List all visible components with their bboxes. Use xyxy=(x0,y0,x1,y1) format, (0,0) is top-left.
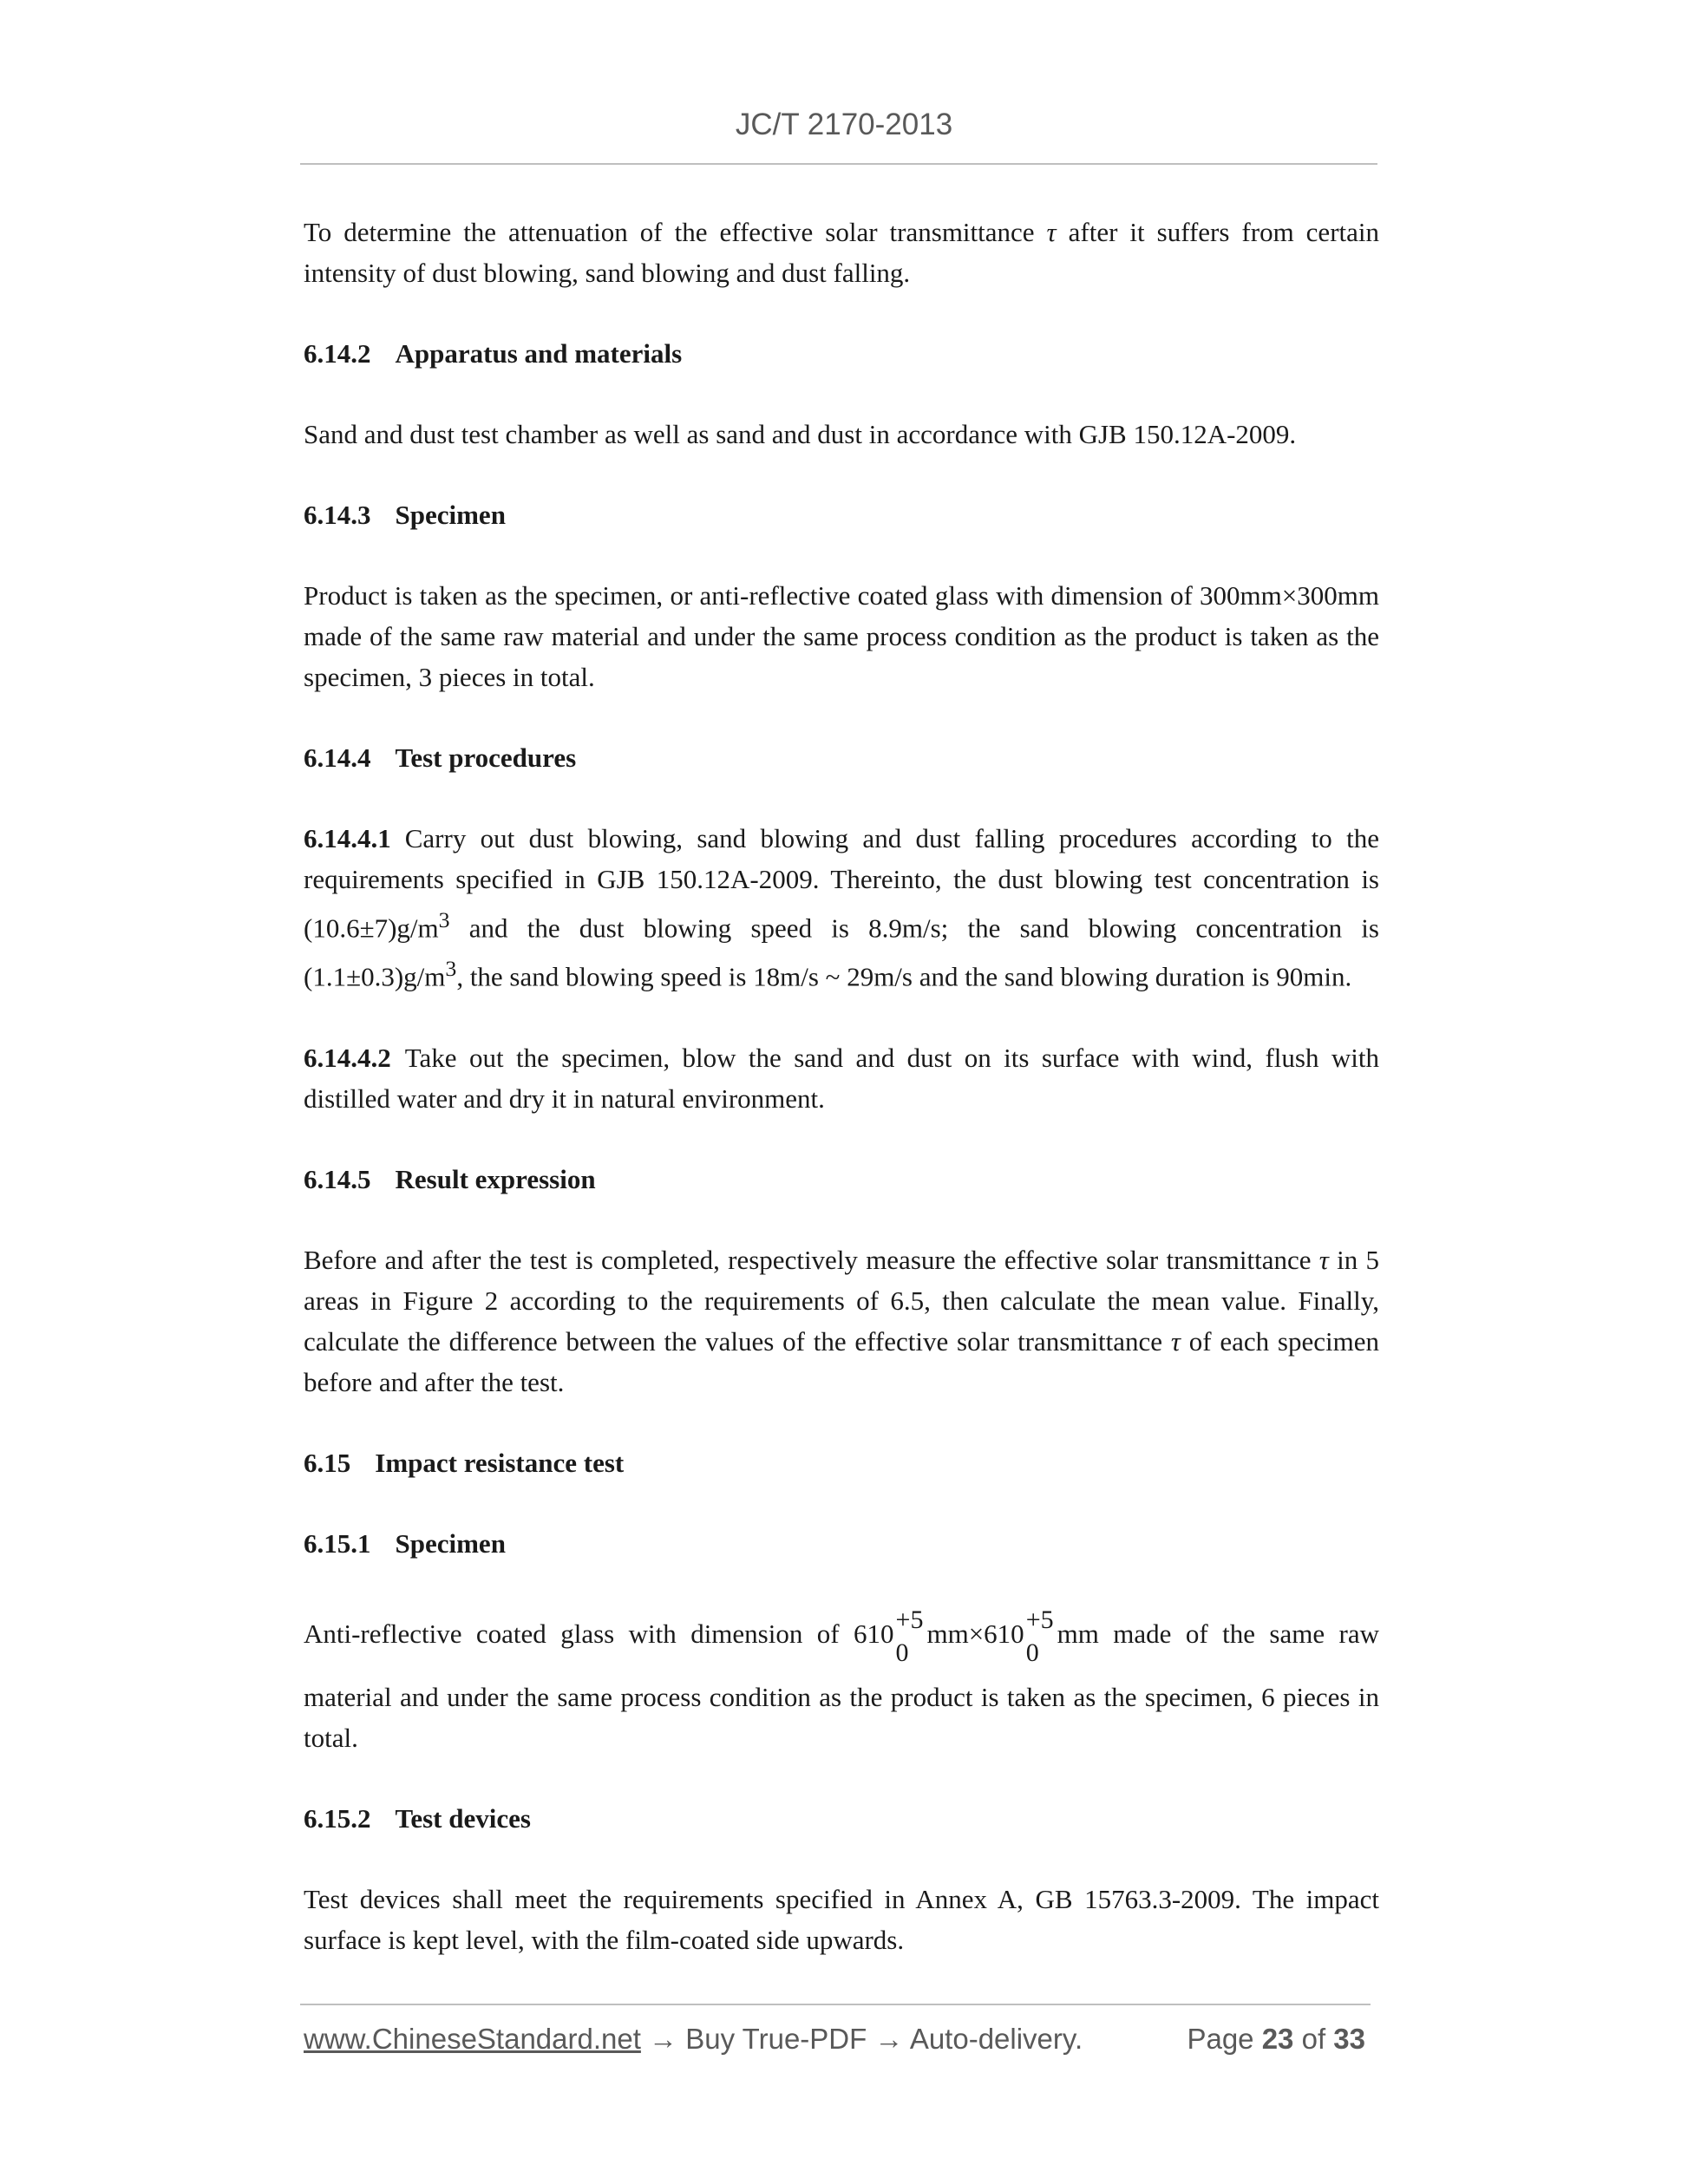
section-number: 6.15.1 xyxy=(304,1527,371,1559)
section-number: 6.14.2 xyxy=(304,338,371,369)
footer xyxy=(304,2023,1379,2066)
section-6-15-2-heading xyxy=(304,1798,1379,1839)
header-doc-id: JC/T 2170-2013 xyxy=(735,108,953,141)
section-number: 6.14.4 xyxy=(304,742,371,773)
page-indicator xyxy=(1187,2023,1365,2056)
superscript: 3 xyxy=(438,907,450,932)
footer-left xyxy=(304,2023,1083,2056)
intro-paragraph xyxy=(304,212,1379,293)
section-6-14-5-heading xyxy=(304,1159,1379,1200)
clause-text-2: and the dust blowing speed is 8.9m/s; the sand blowing concentration is (1.1±0.3)g/m xyxy=(304,912,1379,992)
section-title: Test procedures xyxy=(395,742,577,773)
section-6-14-4-2-text xyxy=(304,1037,1379,1119)
result-text-1: Before and after the test is completed, respectively measure the effective solar transmittance xyxy=(304,1244,1319,1275)
section-title: Specimen xyxy=(395,1527,506,1559)
tolerance-1 xyxy=(896,1604,924,1670)
section-6-15-1-text-line1 xyxy=(304,1604,1379,1670)
section-number: 6.14.3 xyxy=(304,500,371,530)
section-6-15-2-text: Test devices shall meet the requirements specified in Annex A, GB 15763.3-2009. The impact surface is kept level, with the film-coated side upwards. xyxy=(304,1883,1379,1955)
section-number: 6.15.2 xyxy=(304,1802,371,1834)
clause-text-3: , the sand blowing speed is 18m/s ~ 29m/s and the sand blowing duration is 90min. xyxy=(456,961,1352,992)
section-title: Specimen xyxy=(395,500,506,530)
tolerance-upper: +5 xyxy=(895,1605,924,1634)
section-6-14-5-text xyxy=(304,1239,1379,1403)
current-page: 23 xyxy=(1261,2023,1294,2055)
tolerance-lower: 0 xyxy=(1025,1638,1039,1667)
footer-divider xyxy=(300,2004,1371,2005)
section-title: Impact resistance test xyxy=(375,1447,625,1478)
tau-symbol: τ xyxy=(1046,217,1057,247)
clause-number: 6.14.4.1 xyxy=(304,823,391,853)
section-6-15-1-heading xyxy=(304,1523,1379,1564)
superscript: 3 xyxy=(445,956,457,982)
site-link[interactable]: www.ChineseStandard.net xyxy=(304,2023,641,2055)
intro-text-1: To determine the attenuation of the effective solar transmittance xyxy=(304,217,1047,247)
section-6-14-3-heading xyxy=(304,494,1379,535)
section-title: Apparatus and materials xyxy=(395,338,683,369)
section-6-14-4-1-text xyxy=(304,818,1379,997)
section-6-15-1-text-line2: material and under the same process condition as the product is taken as the specimen, 6 pieces in total. xyxy=(304,1681,1379,1753)
section-6-14-3-text: Product is taken as the specimen, or anti-reflective coated glass with dimension of 300mm×300mm made of the same raw material and under the same process condition as the product is taken as the specimen, 3 pieces in total. xyxy=(304,580,1379,692)
clause-text: Take out the specimen, blow the sand and dust on its surface with wind, flush with distilled water and dry it in natural environment. xyxy=(304,1042,1379,1114)
specimen-text-2: mm×610 xyxy=(926,1618,1024,1649)
tau-symbol: τ xyxy=(1170,1325,1181,1357)
clause-number: 6.14.4.2 xyxy=(304,1042,391,1073)
section-6-14-4-heading xyxy=(304,737,1379,778)
section-number: 6.15 xyxy=(304,1447,351,1478)
total-pages: 33 xyxy=(1333,2023,1365,2055)
specimen-text-3: mm made of the same raw xyxy=(1057,1618,1379,1649)
section-title: Result expression xyxy=(395,1163,596,1194)
of-label: of xyxy=(1293,2023,1334,2055)
section-6-15-heading xyxy=(304,1442,1379,1483)
footer-buy-text: → Buy True-PDF → Auto-delivery. xyxy=(640,2023,1083,2055)
result-text-2: in 5 areas in Figure 2 according to the requirements of 6.5, then calculate the mean value. Finally, calculate the difference between the values of the effective solar transmittance xyxy=(304,1244,1379,1357)
tolerance-upper: +5 xyxy=(1025,1605,1054,1634)
header-divider xyxy=(300,163,1377,165)
tolerance-2 xyxy=(1026,1604,1054,1670)
section-6-14-2-heading xyxy=(304,333,1379,374)
specimen-text-1: Anti-reflective coated glass with dimension of 610 xyxy=(304,1618,894,1649)
intro-text-2: after it suffers from certain intensity of dust blowing, sand blowing and dust falling. xyxy=(304,217,1380,288)
result-text-3: of each specimen before and after the test. xyxy=(304,1325,1379,1397)
tau-symbol: τ xyxy=(1318,1244,1329,1275)
section-6-14-2-text: Sand and dust test chamber as well as sand and dust in accordance with GJB 150.12A-2009. xyxy=(304,419,1297,449)
section-number: 6.14.5 xyxy=(304,1163,371,1194)
section-title: Test devices xyxy=(395,1802,531,1834)
document-body xyxy=(304,212,1379,2000)
clause-text-1: Carry out dust blowing, sand blowing and dust falling procedures according to the requirements specified in GJB 150.12A-2009. Thereinto, the dust blowing test concentration is (10.6±7)g/m xyxy=(304,823,1379,944)
page-label: Page xyxy=(1187,2023,1262,2055)
tolerance-lower: 0 xyxy=(895,1638,909,1667)
